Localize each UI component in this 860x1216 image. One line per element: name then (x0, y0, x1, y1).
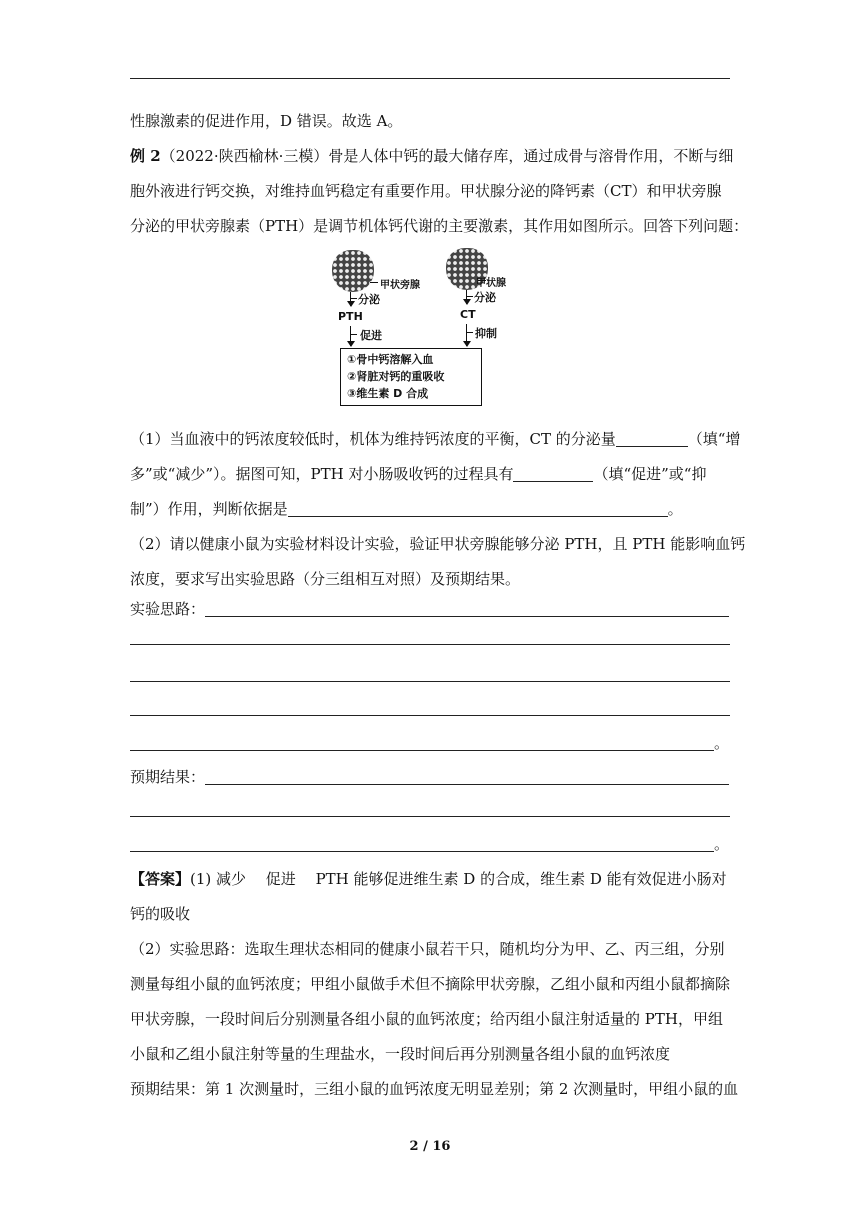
effect-item: ②肾脏对钙的重吸收 (347, 370, 445, 383)
question-1-line: 制”）作用，判断依据是 。 (130, 500, 683, 518)
effect-item: ③维生素 D 合成 (347, 387, 429, 400)
question-1-line: （1）当血液中的钙浓度较低时，机体为维持钙浓度的平衡，CT 的分泌量 （填“增 (130, 430, 741, 448)
answer-label: 【答案】 (130, 870, 191, 888)
text-line: 性腺激素的促进作用，D 错误。故选 A。 (130, 112, 403, 130)
answer-blank[interactable] (130, 734, 714, 751)
example-label: 例 2 (130, 147, 161, 165)
expected-result-last-line: 。 (130, 833, 730, 855)
answer-line: （2）实验思路：选取生理状态相同的健康小鼠若干只，随机均分为甲、乙、丙三组，分别 (130, 940, 725, 958)
answer-blank[interactable] (130, 715, 730, 716)
experiment-idea-line (130, 598, 730, 620)
answer-blank[interactable] (616, 430, 688, 447)
text-line: 分泌的甲状旁腺素（PTH）是调节机体钙代谢的主要激素，其作用如图所示。回答下列问题： (130, 217, 749, 235)
question-1-line: 多”或“减少”）。据图可知，PTH 对小肠吸收钙的过程具有 （填“促进”或“抑 (130, 465, 707, 483)
question-2-line: 浓度，要求写出实验思路（分三组相互对照）及预期结果。 (130, 570, 521, 588)
ct-label: CT (460, 308, 476, 321)
arrow-down-icon (350, 326, 351, 346)
right-effect-label: 抑制 (475, 327, 497, 340)
right-secrete-label: 分泌 (474, 291, 496, 304)
page-number: 2 / 16 (409, 1139, 451, 1154)
left-effect-label: 促进 (360, 329, 382, 342)
thyroid-label: 甲状腺 (476, 278, 506, 289)
answer-blank[interactable] (130, 835, 714, 852)
expected-result-label: 预期结果： (130, 768, 206, 786)
answer-line: 【答案】(1) 减少 促进 PTH 能够促进维生素 D 的合成，维生素 D 能有效促进小肠对 (130, 870, 727, 888)
parathyroid-gland-icon (332, 250, 374, 292)
arrow-down-icon (350, 292, 351, 306)
hormone-diagram (330, 248, 506, 408)
arrow-down-icon (466, 324, 467, 346)
answer-line: 钙的吸收 (130, 905, 191, 923)
answer-blank[interactable] (205, 768, 729, 785)
expected-result-line (130, 766, 730, 788)
answer-line: 测量每组小鼠的血钙浓度；甲组小鼠做手术但不摘除甲状旁腺，乙组小鼠和丙组小鼠都摘除 (130, 975, 731, 993)
example-line: 例 2（2022·陕西榆林·三模）骨是人体中钙的最大储存库，通过成骨与溶骨作用，不断与细 (130, 147, 734, 165)
answer-line: 预期结果：第 1 次测量时，三组小鼠的血钙浓度无明显差别；第 2 次测量时，甲组小鼠的血 (130, 1080, 739, 1098)
effect-item: ①骨中钙溶解入血 (347, 353, 434, 366)
effects-box (340, 348, 482, 406)
answer-blank[interactable] (205, 600, 729, 617)
pth-label: PTH (338, 310, 363, 323)
arrow-down-icon (466, 290, 467, 304)
header-rule (130, 78, 730, 79)
answer-blank[interactable] (130, 681, 730, 682)
text-line: 胞外液进行钙交换，对维持血钙稳定有重要作用。甲状腺分泌的降钙素（CT）和甲状旁腺 (130, 182, 722, 200)
answer-line: 甲状旁腺，一段时间后分别测量各组小鼠的血钙浓度；给丙组小鼠注射适量的 PTH，甲组 (130, 1010, 723, 1028)
answer-blank[interactable] (130, 644, 730, 645)
question-2-line: （2）请以健康小鼠为实验材料设计实验，验证甲状旁腺能够分泌 PTH，且 PTH 能影响血钙 (130, 535, 746, 553)
parathyroid-label: 甲状旁腺 (380, 280, 420, 291)
experiment-idea-label: 实验思路： (130, 600, 206, 618)
answer-blank[interactable] (130, 816, 730, 817)
answer-blank[interactable] (513, 465, 593, 482)
experiment-idea-last-line: 。 (130, 732, 730, 754)
left-secrete-label: 分泌 (358, 293, 380, 306)
answer-blank[interactable] (288, 500, 668, 517)
answer-line: 小鼠和乙组小鼠注射等量的生理盐水，一段时间后再分别测量各组小鼠的血钙浓度 (130, 1045, 671, 1063)
